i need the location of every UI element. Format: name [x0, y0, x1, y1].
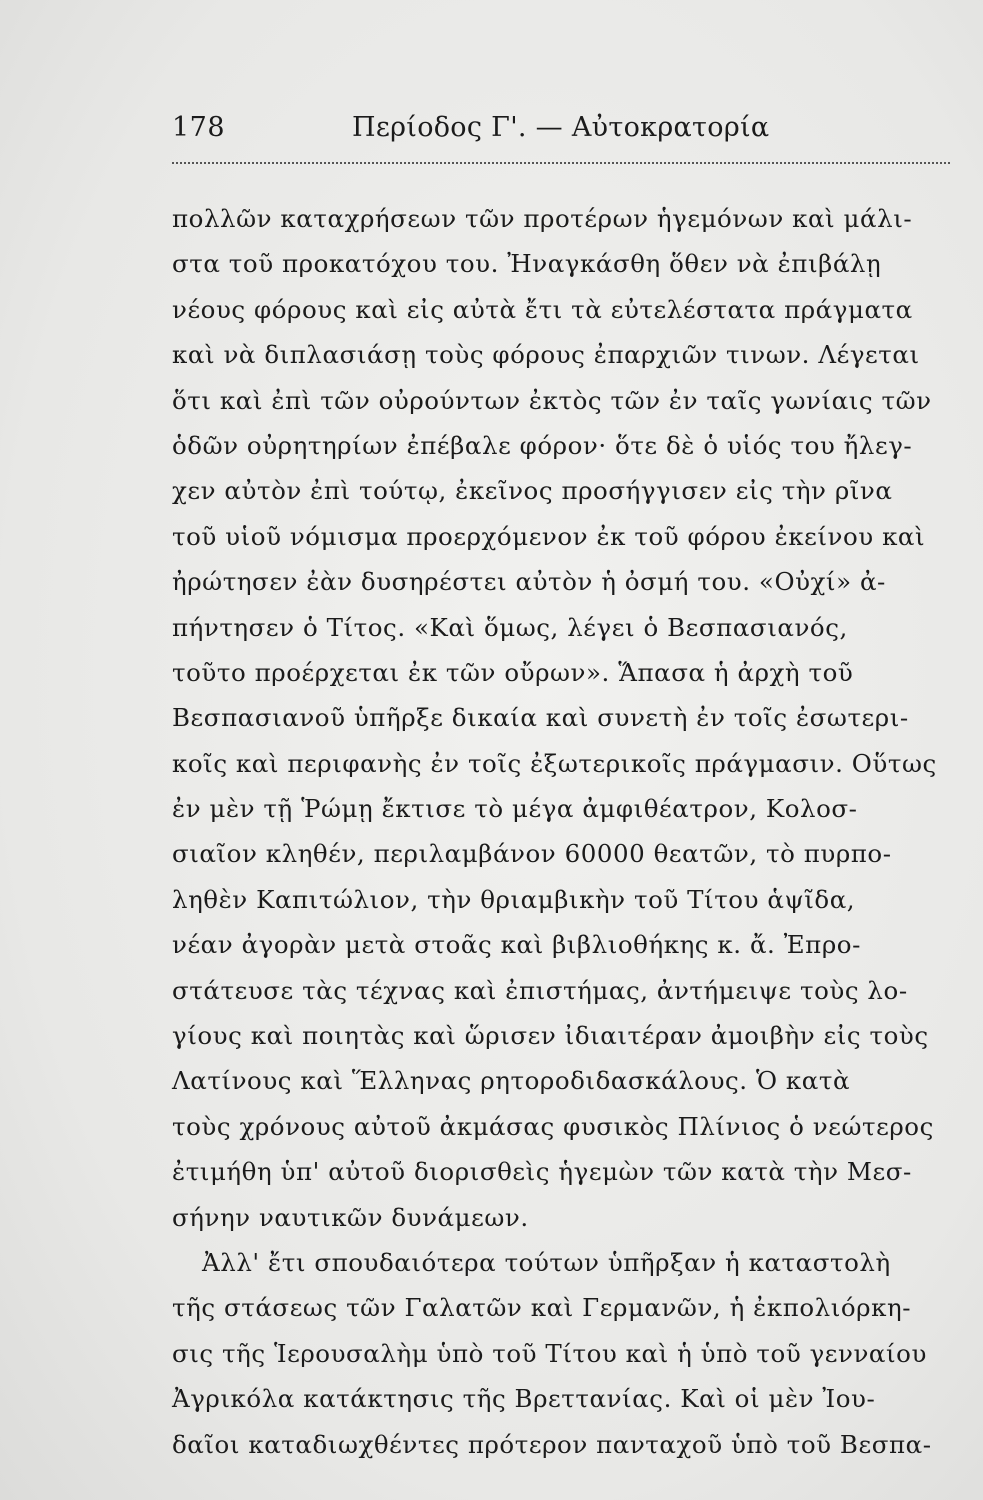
- page-number: 178: [172, 112, 226, 143]
- text-line: κοῖς καὶ περιφανὴς ἐν τοῖς ἐξωτερικοῖς πράγμασιν. Οὕτως: [172, 748, 937, 778]
- text-line: Λατίνους καὶ Ἕλληνας ρητοροδιδασκάλους. Ὁ κατὰ: [172, 1066, 851, 1096]
- text-line: ἐτιμήθη ὑπ' αὐτοῦ διορισθεὶς ἡγεμὼν τῶν κατὰ τὴν Μεσ-: [172, 1157, 912, 1187]
- text-line: δαῖοι καταδιωχθέντες πρότερον πανταχοῦ ὑπὸ τοῦ Βεσπα-: [172, 1429, 932, 1459]
- text-line: στα τοῦ προκατόχου του. Ἠναγκάσθη ὅθεν νὰ ἐπιβάλῃ: [172, 249, 882, 279]
- page-header: [172, 112, 952, 162]
- text-line: ἐν μὲν τῇ Ῥώμῃ ἔκτισε τὸ μέγα ἀμφιθέατρον, Κολοσ-: [172, 794, 858, 824]
- text-line: τοῦτο προέρχεται ἐκ τῶν οὔρων». Ἅπασα ἡ ἀρχὴ τοῦ: [172, 657, 854, 687]
- text-line: σιαῖον κληθέν, περιλαμβάνον 60000 θεατῶν, τὸ πυρπο-: [172, 839, 892, 869]
- text-line: Ἀλλ' ἔτι σπουδαιότερα τούτων ὑπῆρξαν ἡ καταστολὴ: [202, 1247, 891, 1277]
- text-line: ἠρώτησεν ἐὰν δυσηρέστει αὐτὸν ἡ ὀσμή του. «Οὐχί» ἀ-: [172, 567, 886, 597]
- text-line: ὅτι καὶ ἐπὶ τῶν οὐρούντων ἐκτὸς τῶν ἐν ταῖς γωνίαις τῶν: [172, 385, 932, 415]
- paragraph-1: [172, 196, 962, 1240]
- paragraph-2: [172, 1240, 962, 1467]
- text-line: τοῦ υἱοῦ νόμισμα προερχόμενον ἐκ τοῦ φόρου ἐκείνου καὶ: [172, 521, 926, 551]
- text-line: σις τῆς Ἱερουσαλὴμ ὑπὸ τοῦ Τίτου καὶ ἡ ὑπὸ τοῦ γενναίου: [172, 1338, 927, 1368]
- text-line: νέαν ἀγορὰν μετὰ στοᾶς καὶ βιβλιοθήκης κ. ἄ. Ἐπρο-: [172, 930, 861, 960]
- header-divider: [172, 162, 950, 164]
- text-line: Ἀγρικόλα κατάκτησις τῆς Βρεττανίας. Καὶ οἱ μὲν Ἰου-: [172, 1384, 876, 1414]
- text-line: πήντησεν ὁ Τίτος. «Καὶ ὅμως, λέγει ὁ Βεσπασιανός,: [172, 612, 848, 642]
- text-line: ὁδῶν οὐρητηρίων ἐπέβαλε φόρον· ὅτε δὲ ὁ υἱός του ἤλεγ-: [172, 430, 913, 460]
- text-line: τοὺς χρόνους αὐτοῦ ἀκμάσας φυσικὸς Πλίνιος ὁ νεώτερος: [172, 1111, 934, 1141]
- text-line: σήνην ναυτικῶν δυνάμεων.: [172, 1202, 529, 1232]
- text-line: Βεσπασιανοῦ ὑπῆρξε δικαία καὶ συνετὴ ἐν τοῖς ἐσωτερι-: [172, 703, 909, 733]
- text-line: πολλῶν καταχρήσεων τῶν προτέρων ἡγεμόνων καὶ μάλι-: [172, 204, 913, 233]
- body-text: [172, 196, 962, 1467]
- text-line: στάτευσε τὰς τέχνας καὶ ἐπιστήμας, ἀντήμειψε τοὺς λο-: [172, 975, 908, 1005]
- text-line: γίους καὶ ποιητὰς καὶ ὥρισεν ἰδιαιτέραν ἀμοιβὴν εἰς τοὺς: [172, 1021, 929, 1051]
- text-line: τῆς στάσεως τῶν Γαλατῶν καὶ Γερμανῶν, ἡ ἐκπολιόρκη-: [172, 1293, 912, 1323]
- text-line: καὶ νὰ διπλασιάσῃ τοὺς φόρους ἐπαρχιῶν τινων. Λέγεται: [172, 340, 920, 370]
- text-line: νέους φόρους καὶ εἰς αὐτὰ ἔτι τὰ εὐτελέστατα πράγματα: [172, 294, 913, 324]
- text-line: ληθὲν Καπιτώλιον, τὴν θριαμβικὴν τοῦ Τίτου ἁψῖδα,: [172, 884, 856, 914]
- text-line: χεν αὐτὸν ἐπὶ τούτῳ, ἐκεῖνος προσήγγισεν εἰς τὴν ρῖνα: [172, 476, 893, 506]
- running-title: Περίοδος Γ'. — Αὐτοκρατορία: [352, 112, 770, 143]
